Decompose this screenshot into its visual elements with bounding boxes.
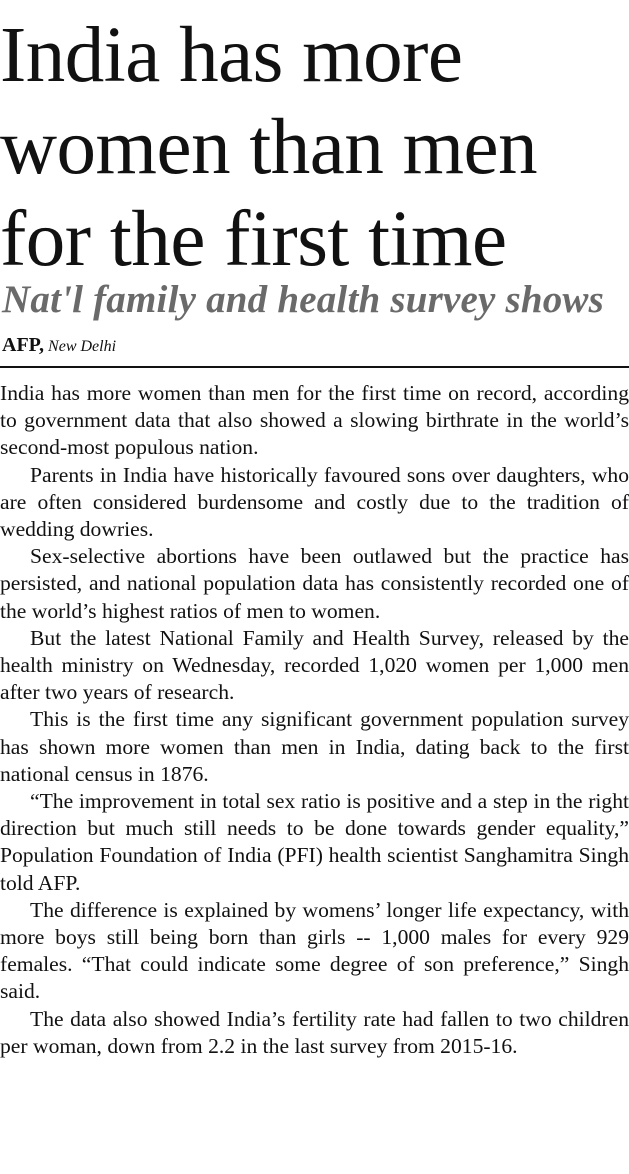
subheadline: Nat'l family and health survey shows [2,278,605,321]
body-paragraph-5: This is the first time any significant government population survey has shown more women than men in India, dating back to the first national census in 1876. [0,707,629,786]
byline-divider [0,366,629,368]
headline-line-3: for the first time [0,196,507,283]
body-paragraph-8: The data also showed India’s fertility rate had fallen to two children per woman, down from 2.2 in the last survey from 2015-16. [0,1006,629,1058]
byline-dateline: New Delhi [48,338,117,355]
byline-agency: AFP, [2,334,45,356]
article-body [0,380,629,1060]
body-paragraph-2: Parents in India have historically favoured sons over daughters, who are often considered burdensome and costly due to the tradition of wedding dowries. [0,462,629,542]
byline [2,331,116,361]
body-paragraph-3: Sex-selective abortions have been outlawed but the practice has persisted, and national population data has consistently recorded one of the world’s highest ratios of men to women. [0,544,629,623]
body-paragraph-6: “The improvement in total sex ratio is positive and a step in the right direction but much still needs to be done towards gender equality,” Population Foundation of India (PFI) health scientist Sanghamitra Singh told AFP. [0,789,629,895]
body-paragraph-1: India has more women than men for the first time on record, according to government data that also showed a slowing birthrate in the world’s second-most populous nation. [0,381,629,460]
headline-line-1: India has more [0,12,463,99]
body-paragraph-7: The difference is explained by womens’ longer life expectancy, with more boys still being born than girls -- 1,000 males for every 929 females. “That could indicate some degree of son preference,” Singh said. [0,897,629,1004]
body-paragraph-4: But the latest National Family and Health Survey, released by the health ministry on Wednesday, recorded 1,020 women per 1,000 men after two years of research. [0,625,629,705]
headline [0,10,629,286]
headline-line-2: women than men [0,104,538,191]
